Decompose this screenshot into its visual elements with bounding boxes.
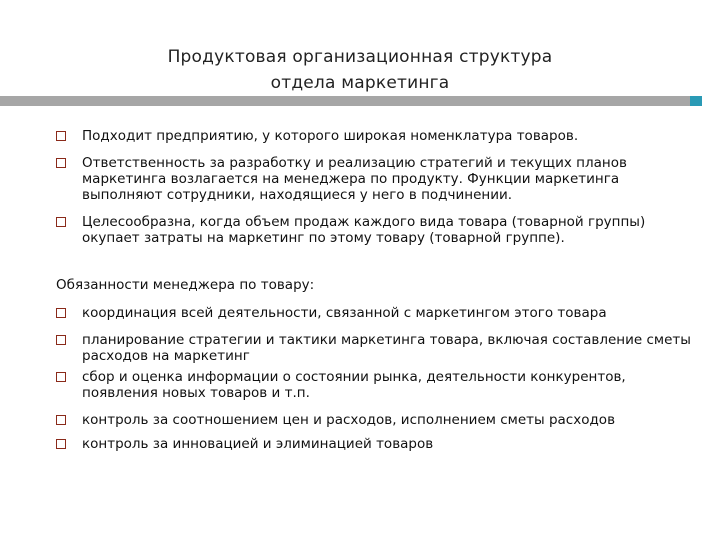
square-bullet-icon bbox=[56, 439, 66, 449]
title-divider-accent bbox=[690, 96, 702, 106]
title-divider bbox=[0, 96, 690, 106]
list-item: планирование стратегии и тактики маркетинга товара, включая составление сметы расходов на маркетинг bbox=[82, 332, 702, 364]
list-item: контроль за инновацией и элиминацией товаров bbox=[82, 436, 702, 452]
slide-title bbox=[0, 44, 720, 96]
square-bullet-icon bbox=[56, 372, 66, 382]
title-line-2: отдела маркетинга bbox=[270, 73, 450, 93]
square-bullet-icon bbox=[56, 131, 66, 141]
list-item: координация всей деятельности, связанной с маркетингом этого товара bbox=[82, 305, 702, 321]
section-subheading: Обязанности менеджера по товару: bbox=[56, 277, 315, 293]
square-bullet-icon bbox=[56, 335, 66, 345]
title-line-1: Продуктовая организационная структура bbox=[167, 47, 553, 67]
square-bullet-icon bbox=[56, 217, 66, 227]
list-item: Подходит предприятию, у которого широкая номенклатура товаров. bbox=[82, 128, 702, 144]
square-bullet-icon bbox=[56, 308, 66, 318]
list-item: Целесообразна, когда объем продаж каждого вида товара (товарной группы) окупает затраты на маркетинг по этому товару (товарной группе). bbox=[82, 214, 702, 246]
list-item: Ответственность за разработку и реализацию стратегий и текущих планов маркетинга возлагается на менеджера по продукту. Функции маркетинга выполняют сотрудники, находящиеся у него в подчинении. bbox=[82, 155, 702, 203]
list-item: контроль за соотношением цен и расходов, исполнением сметы расходов bbox=[82, 412, 702, 428]
list-item: сбор и оценка информации о состоянии рынка, деятельности конкурентов, появления новых товаров и т.п. bbox=[82, 369, 702, 401]
square-bullet-icon bbox=[56, 415, 66, 425]
square-bullet-icon bbox=[56, 158, 66, 168]
